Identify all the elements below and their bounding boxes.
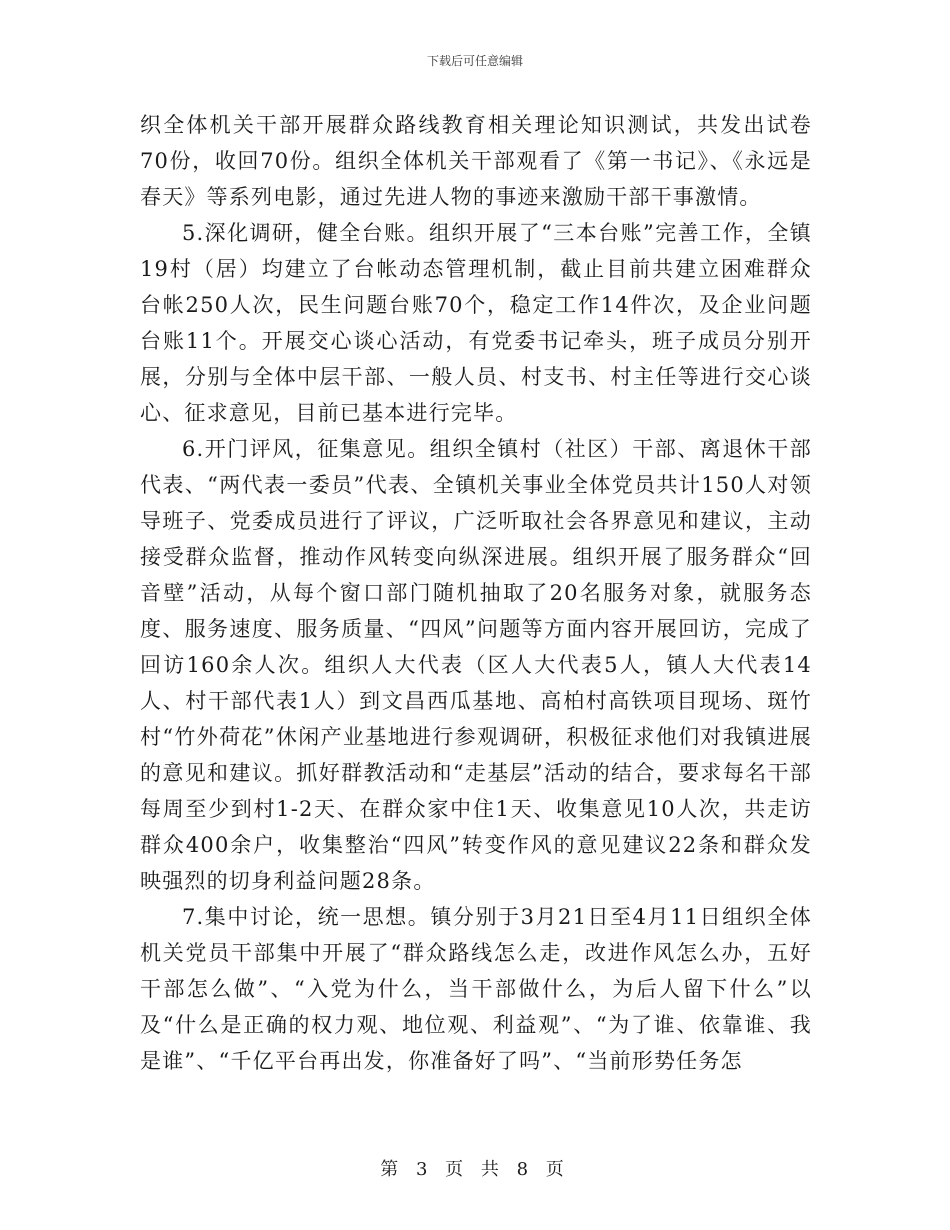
paragraph-continuation: 织全体机关干部开展群众路线教育相关理论知识测试，共发出试卷70份，收回70份。组织全体机关干部观看了《第一书记》、《永远是春天》等系列电影，通过先进人物的事迹来激励干部干事激情。 — [140, 113, 812, 209]
paragraph-item-7: 7.集中讨论，统一思想。镇分别于3月21日至4月11日组织全体机关党员干部集中开展了“群众路线怎么走，改进作风怎么办，五好干部怎么做”、“入党为什么，当干部做什么，为后人留下什么”以及“什么是正确的权力观、地位观、利益观”、“为了谁、依靠谁、我是谁”、“千亿平台再出发，你准备好了吗”、“当前形势任务怎 — [140, 905, 812, 1073]
paragraph-item-5: 5.深化调研，健全台账。组织开展了“三本台账”完善工作，全镇19村（居）均建立了台帐动态管理机制，截止目前共建立困难群众台帐250人次，民生问题台账70个，稳定工作14件次，及企业问题台账11个。开展交心谈心活动，有党委书记牵头，班子成员分别开展，分别与全体中层干部、一般人员、村支书、村主任等进行交心谈心、征求意见，目前已基本进行完毕。 — [140, 221, 812, 425]
page-number-footer: 第 3 页 共 8 页 — [380, 1159, 570, 1180]
page-header: 下载后可任意编辑 — [426, 54, 523, 68]
paragraph-item-6: 6.开门评风，征集意见。组织全镇村（社区）干部、离退休干部代表、“两代表一委员”代表、全镇机关事业全体党员共计150人对领导班子、党委成员进行了评议，广泛听取社会各界意见和建议，主动接受群众监督，推动作风转变向纵深进展。组织开展了服务群众“回音壁”活动，从每个窗口部门随机抽取了20名服务对象，就服务态度、服务速度、服务质量、“四风”问题等方面内容开展回访，完成了回访160余人次。组织人大代表（区人大代表5人，镇人大代表14人、村干部代表1人）到文昌西瓜基地、高柏村高铁项目现场、斑竹村“竹外荷花”休闲产业基地进行参观调研，积极征求他们对我镇进展的意见和建议。抓好群教活动和“走基层”活动的结合，要求每名干部每周至少到村1-2天、在群众家中住1天、收集意见10人次，共走访群众400余户，收集整治“四风”转变作风的意见建议22条和群众发映强烈的切身利益问题28条。 — [140, 437, 812, 893]
document-body — [140, 107, 812, 1079]
